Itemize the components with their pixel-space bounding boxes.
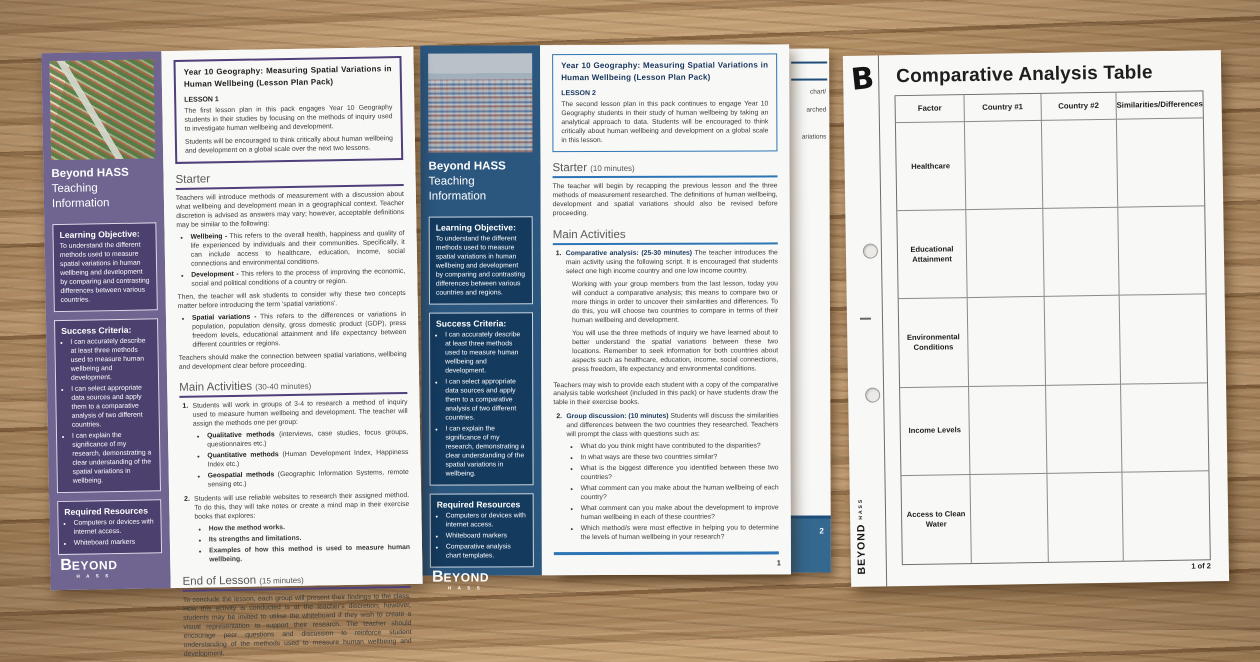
activity-2-text: Students will use reliable websites to research their assigned method. To do this, they will take notes or create a mind map in their exercise books that explores:	[194, 492, 410, 521]
discussion-question-list	[566, 443, 778, 543]
row-label-educational-attainment: Educational Attainment	[897, 210, 967, 299]
table-cell-empty	[1122, 471, 1209, 561]
table-cell-empty	[1121, 383, 1208, 473]
lesson1-title-box	[173, 56, 403, 164]
success-criteria-list	[61, 338, 154, 487]
resource-item: • Whiteboard markers	[446, 532, 527, 541]
required-resources-list	[437, 512, 527, 561]
criteria-item: • I can accurately describe at least three methods used to measure human wellbeing and development.	[70, 338, 152, 384]
method-qualitative: • Qualitative methods (interviews, case studies, focus groups, questionnaires etc.)	[207, 429, 408, 450]
discussion-question: • Which method/s were most effective in helping you to determine the levels of human wellbeing in your research?	[581, 524, 779, 543]
lesson1-title: Year 10 Geography: Measuring Spatial Variations in Human Wellbeing (Lesson Plan Pack)	[183, 64, 392, 89]
text-fragment: arched	[806, 106, 827, 114]
logo-rest: EYOND	[71, 558, 118, 574]
text-fragment: ariations	[801, 133, 827, 141]
vertical-beyond-hass-brand	[856, 498, 868, 575]
row-label-access-to-clean-water: Access to Clean Water	[901, 475, 971, 564]
success-criteria-title: Success Criteria:	[61, 324, 132, 336]
cityscape-photo	[428, 53, 532, 152]
lesson-plan-1-sheet	[41, 47, 422, 658]
table-cell-empty	[968, 297, 1046, 386]
lesson2-title-box	[552, 53, 777, 152]
end-of-lesson-body: To conclude the lesson, each group will present their findings to the class. How this activity is conducted is at the teacher's discretion; however, students may be invited to utilise the whiteboard if they wish to create a visual representation to support their research. The teacher should encourage peer questions and discussion to reinforce student understanding of the methods used to measure human wellbeing and development.	[182, 592, 412, 658]
activity-2-text: Group discussion: (10 minutes) Students will discuss the similarities and differences between the two countries they researched. Teachers will prompt the class with questions such as:	[566, 412, 779, 439]
table-cell-empty	[1042, 120, 1119, 209]
activity-number: 1.	[555, 250, 562, 258]
definition-wellbeing: • Wellbeing - This refers to the overall health, happiness and quality of life experienced by individuals and their communities. Specifically, it can include access to healthcare, education, income, social connections and environmental conditions.	[191, 230, 406, 270]
resource-item: • Computers or devices with internet access.	[446, 512, 527, 530]
discussion-question: • In what ways are these two countries similar?	[581, 454, 779, 464]
worksheet-note: Teachers may wish to provide each student with a copy of the comparative analysis table worksheet (included in this pack) or have students draw the table in their exercise books.	[553, 380, 779, 407]
success-criteria-box	[429, 312, 534, 485]
table-cell-empty	[969, 385, 1047, 474]
criteria-item: • I can select appropriate data sources and apply them to a comparative analysis of two different countries.	[71, 385, 153, 431]
activity-2	[553, 413, 778, 543]
comparative-analysis-worksheet	[843, 50, 1229, 587]
teacher-script-p1: Working with your group members from the last lesson, today you will conduct a comparative analysis; this means to compare two or more things in order to uncover their similarities and differences. To do this, you will choose two countries to compare in terms of their human wellbeing and development.	[571, 280, 779, 324]
lesson2-title: Year 10 Geography: Measuring Spatial Variations in Human Wellbeing (Lesson Plan Pack)	[561, 60, 769, 82]
required-resources-box	[430, 493, 534, 568]
blue-border-fragment	[791, 62, 827, 64]
lesson2-intro: The second lesson plan in this pack continues to engage Year 10 Geography students in their study of human wellbeing by taking an analytical approach to data. Students will be encouraged to think critically about human wellbeing and development on a global scale in this lesson.	[561, 100, 769, 145]
criteria-item: • I can accurately describe at least three methods used to measure human wellbeing and development.	[445, 332, 526, 377]
beyond-hass-logo	[430, 567, 534, 593]
criteria-item: • I can select appropriate data sources and apply them to a comparative analysis of two different countries.	[445, 378, 526, 423]
row-label-income-levels: Income Levels	[900, 387, 970, 476]
discussion-question: • What do you think might have contributed to the disparities?	[580, 443, 778, 453]
table-cell-empty	[1117, 118, 1204, 208]
sidebar-brand	[51, 165, 156, 212]
sub-bullet: • How the method works.	[209, 522, 410, 534]
table-cell-empty	[971, 474, 1049, 563]
discussion-question: • What is the biggest difference you identified between these two countries?	[581, 465, 779, 484]
logo-rest: EYOND	[443, 570, 490, 585]
lesson1-label: LESSON 1	[184, 96, 219, 104]
logo-letter-b: B	[431, 568, 444, 586]
definition-development: • Development - This refers to the process of improving the economic, social and political conditions of a country or region.	[191, 268, 405, 290]
logo-sub: H A S S	[76, 573, 111, 580]
required-resources-title: Required Resources	[64, 505, 149, 517]
learning-objective-title: Learning Objective:	[59, 228, 140, 240]
brand-line-light: Teaching Information	[428, 175, 487, 203]
activity-number: 2.	[556, 413, 563, 421]
learning-objective-body: To understand the different methods used to measure spatial variations in human wellbeing and development by comparing and contrasting differences between various countries.	[59, 241, 150, 304]
vertical-brand-sub: HASS	[857, 497, 865, 520]
brand-line-bold: Beyond HASS	[51, 166, 129, 181]
definition-list	[177, 230, 406, 290]
vertical-brand-main: BEYOND	[855, 523, 869, 575]
starter-body: The teacher will begin by recapping the previous lesson and the three methods of measurement researched. The definitions of human wellbeing, development and spatial variations should also be revised before proceeding.	[552, 182, 778, 218]
table-cell-empty	[1118, 207, 1205, 297]
brand-line-bold: Beyond HASS	[428, 160, 506, 173]
table-cell-empty	[1047, 472, 1124, 561]
resource-item: • Computers or devices with internet access.	[73, 519, 154, 538]
activity-2-sublist	[195, 522, 411, 566]
table-cell-empty	[965, 121, 1043, 210]
lesson1-sidebar	[41, 51, 170, 590]
activity-2	[181, 492, 410, 566]
sub-bullet: • Its strengths and limitations.	[209, 533, 410, 545]
required-resources-title: Required Resources	[436, 499, 521, 510]
brand-line-light: Teaching Information	[51, 182, 110, 210]
discussion-question: • What comment can you make about the development to improve human wellbeing in each of these countries?	[581, 505, 779, 524]
defs-closing-paragraph: Teachers should make the connection between spatial variations, wellbeing and development clear before proceeding.	[178, 350, 407, 371]
definition-spatial-variations: • Spatial variations - This refers to the differences or variations in population, population density, gross domestic product (GDP), press freedom levels, educational attainment and life expectancy between different countries or regions.	[192, 311, 407, 351]
required-resources-list	[64, 519, 154, 549]
success-criteria-title: Success Criteria:	[436, 318, 507, 329]
row-label-environmental-conditions: Environmental Conditions	[899, 298, 969, 387]
between-defs-paragraph: Then, the teacher will ask students to consider why these two concepts matter before introducing the term 'spatial variations'.	[177, 289, 406, 310]
beyond-b-logo: B	[849, 60, 876, 98]
lesson1-intro-p1: The first lesson plan in this pack engages Year 10 Geography students in their studies by focusing on the methods of inquiry used to investigate human wellbeing and development.	[184, 104, 393, 133]
lesson1-intro-p2: Students will be encouraged to think critically about human wellbeing and development on a global scale over the next two lessons.	[184, 135, 393, 155]
page-number: 1	[776, 558, 781, 568]
required-resources-box	[57, 499, 162, 555]
method-geospatial: • Geospatial methods (Geographic Information Systems, remote sensing etc.)	[208, 469, 409, 490]
beyond-hass-logo	[58, 555, 162, 582]
lesson2-sidebar	[420, 45, 542, 591]
table-cell-empty	[1044, 296, 1121, 385]
main-activities-heading: Main Activities (30-40 minutes)	[179, 378, 407, 398]
end-of-lesson-heading: End of Lesson (15 minutes)	[182, 572, 410, 592]
criteria-item: • I can explain the significance of my research, demonstrating a clear understanding of the spatial variations in wellbeing.	[72, 431, 154, 486]
table-cell-empty	[1120, 295, 1207, 385]
success-criteria-box	[54, 318, 161, 493]
starter-body: Teachers will introduce methods of measurement with a discussion about what wellbeing and development mean in a geographical context. Teacher discretion is advised as answers may vary; however, acceptable definitions may be similar to the following:	[175, 191, 405, 229]
discussion-question: • What comment can you make about the human wellbeing of each country?	[581, 485, 779, 504]
lesson2-label: LESSON 2	[561, 90, 596, 98]
lesson-plan-2-sheet	[420, 44, 791, 591]
worksheet-title: Comparative Analysis Table	[896, 62, 1153, 88]
section-divider-rule	[554, 551, 779, 554]
criteria-item: • I can explain the significance of my research, demonstrating a clear understanding of the spatial variations in wellbeing.	[445, 425, 526, 479]
aerial-suburb-photo	[49, 59, 155, 160]
activity-number: 1.	[182, 403, 189, 411]
learning-objective-box	[52, 222, 158, 312]
sidebar-brand	[428, 159, 532, 204]
blue-border-fragment	[791, 79, 827, 81]
success-criteria-list	[436, 332, 527, 480]
activity-1	[179, 399, 408, 491]
page-number: 1 of 2	[1191, 561, 1211, 571]
column-header-factor: Factor	[895, 95, 964, 123]
activity-1	[553, 249, 778, 374]
table-cell-empty	[1043, 208, 1120, 297]
center-mark	[860, 318, 871, 320]
activity-1-text: Comparative analysis: (25-30 minutes) The teacher introduces the main activity using the following script. It is encouraged that students select one high income country and one low income country.	[565, 249, 778, 275]
margin-rule	[878, 55, 887, 586]
resource-item: • Comparative analysis chart templates.	[446, 543, 527, 561]
column-header-similarities: Similarities/Differences	[1116, 91, 1202, 119]
learning-objective-box	[429, 216, 533, 304]
column-header-country1: Country #1	[965, 94, 1042, 122]
punch-hole	[863, 243, 878, 258]
page-number: 2	[819, 526, 824, 536]
comparative-analysis-table	[894, 90, 1210, 565]
activity-1-sublist	[193, 429, 409, 491]
starter-heading: Starter	[175, 170, 403, 190]
spatial-definition-list	[178, 311, 407, 351]
main-activities-heading: Main Activities	[553, 228, 778, 245]
activity-number: 2.	[184, 495, 190, 504]
lesson2-content	[540, 44, 791, 575]
text-fragment: chart/	[809, 88, 827, 96]
activity-1-text: Students will work in groups of 3-4 to research a method of inquiry used to measure human wellbeing and development. The teacher will assign the methods one per group:	[192, 399, 408, 429]
row-label-healthcare: Healthcare	[896, 122, 966, 211]
resource-item: • Whiteboard markers	[74, 538, 155, 548]
learning-objective-title: Learning Objective:	[435, 222, 516, 233]
method-quantitative: • Quantitative methods (Human Development Index, Happiness Index etc.)	[207, 449, 408, 470]
starter-heading: Starter (10 minutes)	[552, 161, 777, 178]
column-header-country2: Country #2	[1041, 93, 1117, 121]
lesson1-content	[161, 47, 422, 658]
learning-objective-body: To understand the different methods used to measure spatial variations in human wellbeing and development by comparing and contrasting differences between various countries and regions.	[435, 235, 526, 297]
table-cell-empty	[966, 209, 1044, 298]
logo-sub: H A S S	[447, 585, 483, 591]
teacher-script-p2: You will use the three methods of inquiry we have learned about to better understand the spatial variations between these two locations. Remember to seek information for both countries about aspects such as healthcare, education, income, social connections, press freedom, life expectancy and environmental conditions.	[572, 329, 779, 373]
table-cell-empty	[1046, 384, 1123, 473]
logo-letter-b: B	[60, 557, 73, 575]
sub-bullet: • Examples of how this method is used to measure human wellbeing.	[209, 544, 410, 565]
punch-hole	[865, 387, 880, 402]
